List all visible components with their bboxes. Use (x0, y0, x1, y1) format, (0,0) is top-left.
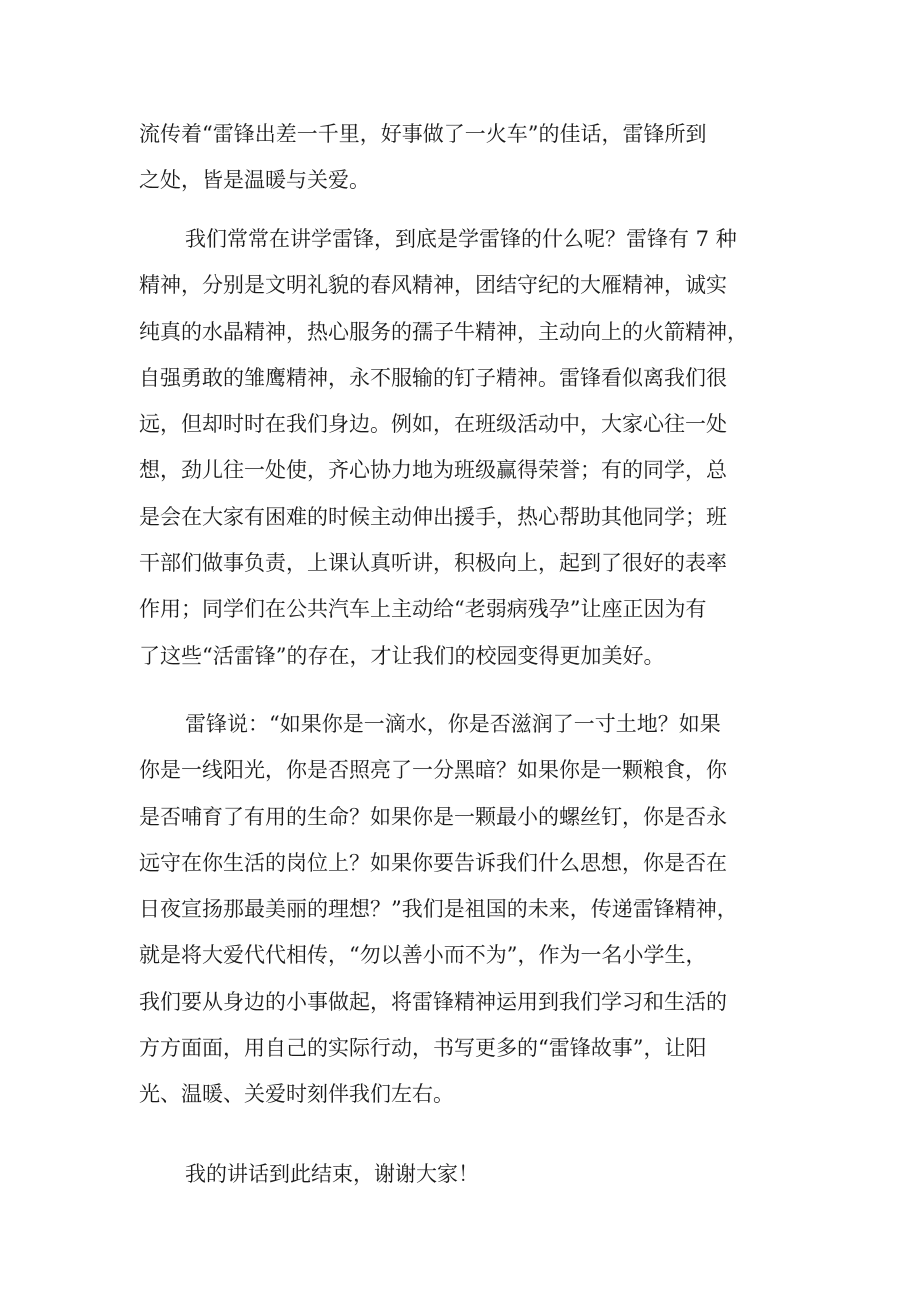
text-line: 雷锋说：“如果你是一滴水，你是否滋润了一寸土地？如果 (185, 712, 721, 736)
text-line: 想，劲儿往一处使，齐心协力地为班级赢得荣誉；有的同学，总 (139, 458, 727, 483)
text-line: 你是一线阳光，你是否照亮了一分黑暗？如果你是一颗粮食，你 (139, 758, 727, 783)
text-line: 之处，皆是温暖与关爱。 (139, 168, 370, 193)
text-line: 精神，分别是文明礼貌的春风精神，团结守纪的大雁精神，诚实 (139, 273, 727, 298)
text-line: 纯真的水晶精神，热心服务的孺子牛精神，主动向上的火箭精神， (139, 319, 748, 344)
paragraph-seven-spirits (139, 216, 794, 679)
text-line: 远，但却时时在我们身边。例如，在班级活动中，大家心往一处 (139, 412, 727, 437)
paragraph-lei-feng-quote (139, 701, 794, 1118)
text-line: 作用；同学们在公共汽车上主动给“老弱病残孕”让座正因为有 (139, 597, 707, 622)
text-line: 自强勇敢的雏鹰精神，永不服输的钉子精神。雷锋看似离我们很 (139, 365, 727, 390)
text-line: 日夜宣扬那最美丽的理想？”我们是祖国的未来，传递雷锋精神， (139, 897, 738, 922)
text-line: 流传着“雷锋出差一千里，好事做了一火车”的佳话，雷锋所到 (139, 122, 707, 146)
text-line: 光、温暖、关爱时刻伴我们左右。 (139, 1082, 454, 1107)
text-line: 方方面面，用自己的实际行动，书写更多的“雷锋故事”，让阳 (139, 1036, 707, 1061)
paragraph-closing (139, 1151, 794, 1197)
text-line: 我们要从身边的小事做起，将雷锋精神运用到我们学习和生活的 (139, 989, 727, 1014)
text-line: 干部们做事负责，上课认真听讲，积极向上，起到了很好的表率 (139, 551, 727, 576)
text-line: 就是将大爱代代相传，“勿以善小而不为”，作为一名小学生， (139, 943, 707, 968)
text-line: 了这些“活雷锋”的存在，才让我们的校园变得更加美好。 (139, 643, 665, 668)
text-line: 我的讲话到此结束，谢谢大家！ (185, 1162, 479, 1186)
text-line: 远守在你生活的岗位上？如果你要告诉我们什么思想，你是否在 (139, 850, 727, 875)
text-line: 是会在大家有困难的时候主动伸出援手，热心帮助其他同学；班 (139, 504, 727, 529)
text-line: 我们常常在讲学雷锋，到底是学雷锋的什么呢？雷锋有 7 种 (185, 227, 737, 251)
text-line: 是否哺育了有用的生命？如果你是一颗最小的螺丝钉，你是否永 (139, 804, 727, 829)
paragraph-continuation (139, 111, 794, 204)
